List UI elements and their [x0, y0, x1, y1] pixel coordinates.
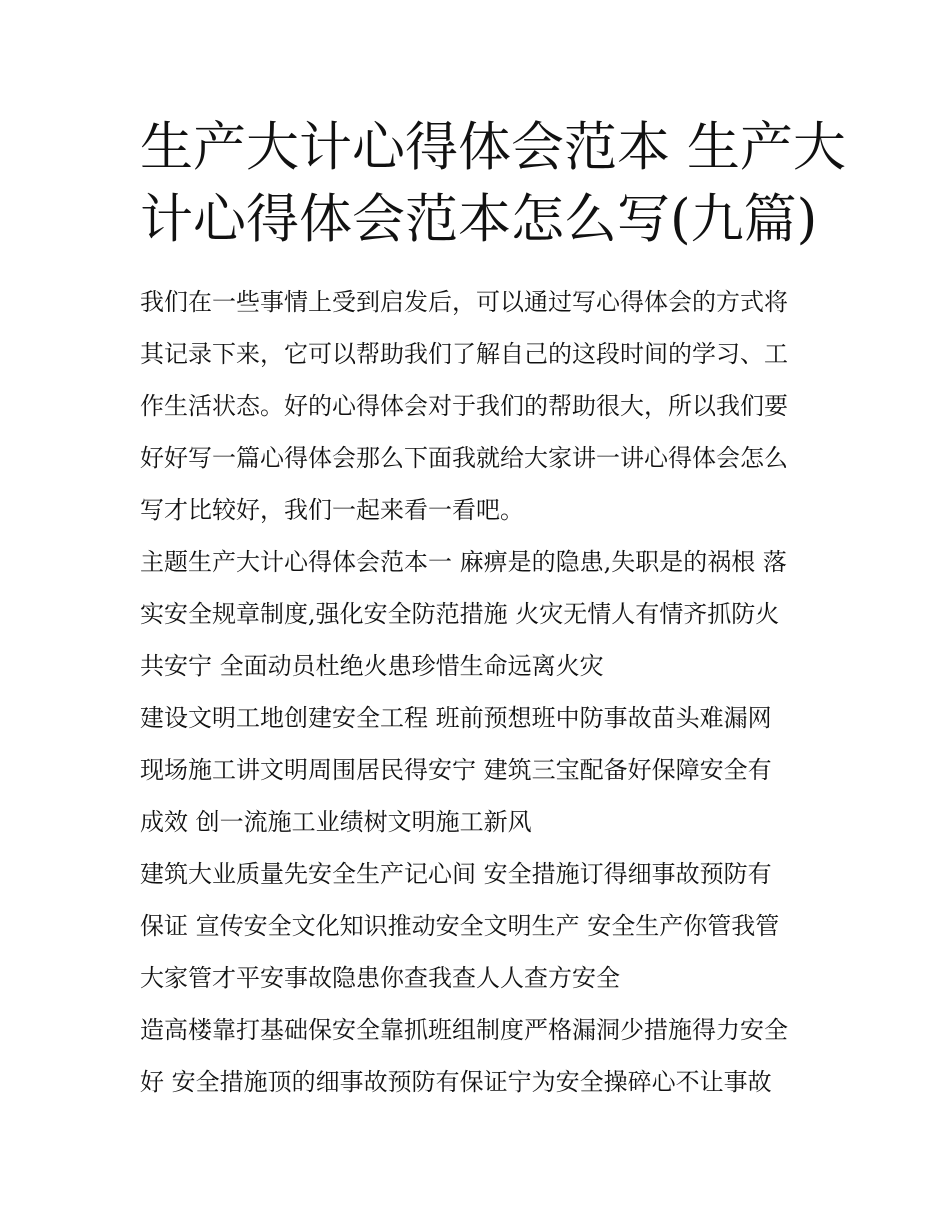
- body-line: 成效 创一流施工业绩树文明施工新风: [140, 808, 532, 836]
- body-line: 大家管才平安事故隐患你查我查人人查方安全: [140, 964, 620, 992]
- body-line: 主题生产大计心得体会范本一 麻痹是的隐患,失职是的祸根 落: [140, 548, 787, 576]
- body-line: 现场施工讲文明周围居民得安宁 建筑三宝配备好保障安全有: [140, 756, 772, 784]
- title-line-1: 生产大计心得体会范本 生产大: [140, 117, 846, 178]
- body-line: 保证 宣传安全文化知识推动安全文明生产 安全生产你管我管: [140, 912, 780, 940]
- body-line: 作生活状态。好的心得体会对于我们的帮助很大，所以我们要: [140, 392, 788, 420]
- document-body: [140, 281, 820, 1113]
- body-line: 建筑大业质量先安全生产记心间 安全措施订得细事故预防有: [140, 860, 772, 888]
- body-line: 我们在一些事情上受到启发后，可以通过写心得体会的方式将: [140, 288, 788, 316]
- body-line: 实安全规章制度,强化安全防范措施 火灾无情人有情齐抓防火: [140, 600, 780, 628]
- body-line: 写才比较好，我们一起来看一看吧。: [140, 496, 524, 524]
- body-line: 共安宁 全面动员杜绝火患珍惜生命远离火灾: [140, 652, 604, 680]
- body-line: 其记录下来，它可以帮助我们了解自己的这段时间的学习、工: [140, 340, 788, 368]
- document-title: [140, 112, 846, 256]
- body-line: 好好写一篇心得体会那么下面我就给大家讲一讲心得体会怎么: [140, 444, 788, 472]
- body-line: 建设文明工地创建安全工程 班前预想班中防事故苗头难漏网: [140, 704, 772, 732]
- body-line: 好 安全措施顶的细事故预防有保证宁为安全操碎心不让事故: [140, 1068, 772, 1096]
- title-line-2: 计心得体会范本怎么写(九篇): [140, 189, 818, 250]
- body-line: 造高楼靠打基础保安全靠抓班组制度严格漏洞少措施得力安全: [140, 1016, 788, 1044]
